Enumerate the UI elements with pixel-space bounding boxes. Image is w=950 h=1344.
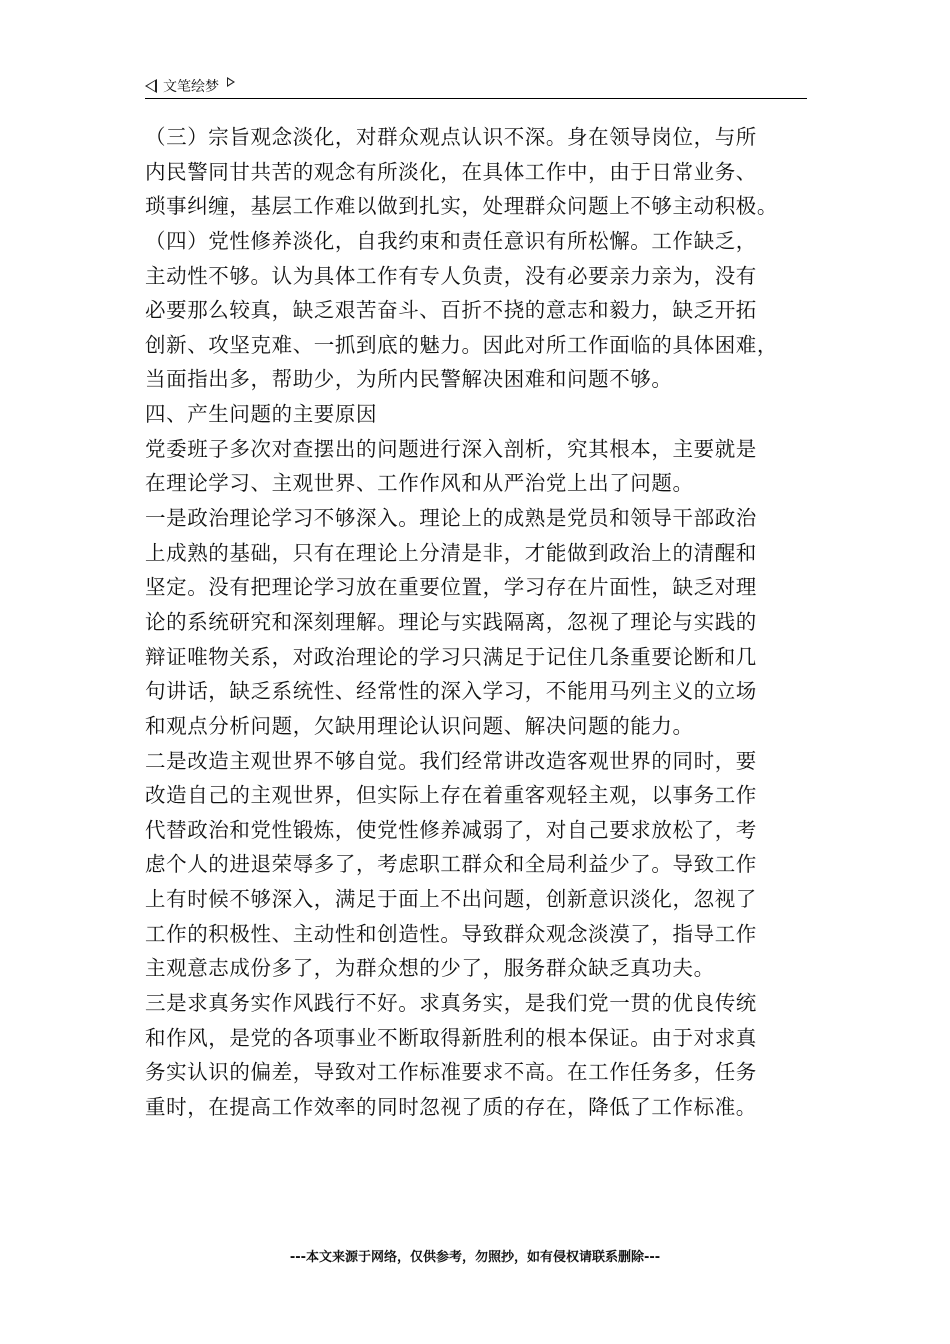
text-line: 三是求真务实作风践行不好。求真务实，是我们党一贯的优良传统	[145, 991, 757, 1016]
text-line: 辩证唯物关系，对政治理论的学习只满足于记住几条重要论断和几	[145, 644, 757, 669]
text-line: （四）党性修养淡化，自我约束和责任意识有所松懈。工作缺乏，	[145, 228, 757, 253]
text-line: 改造自己的主观世界，但实际上存在着重客观轻主观，以事务工作	[145, 783, 757, 808]
text-line: 上成熟的基础，只有在理论上分清是非，才能做到政治上的清醒和	[145, 540, 757, 565]
text-line: 必要那么较真，缺乏艰苦奋斗、百折不挠的意志和毅力，缺乏开拓	[145, 298, 757, 323]
text-line: 二是改造主观世界不够自觉。我们经常讲改造客观世界的同时，要	[145, 748, 757, 773]
document-body	[145, 120, 805, 1125]
triangle-left-icon	[145, 79, 157, 93]
text-line: 和观点分析问题，欠缺用理论认识问题、解决问题的能力。	[145, 713, 694, 738]
triangle-right-icon	[227, 77, 235, 87]
page-footer-disclaimer: ---本文来源于网络，仅供参考，勿照抄，如有侵权请联系删除---	[289, 1250, 661, 1265]
text-line: 当面指出多，帮助少，为所内民警解决困难和问题不够。	[145, 367, 673, 392]
text-line: 重时，在提高工作效率的同时忽视了质的存在，降低了工作标准。	[145, 1094, 757, 1119]
section-heading: 四、产生问题的主要原因	[145, 402, 378, 427]
text-line: 主观意志成份多了，为群众想的少了，服务群众缺乏真功夫。	[145, 956, 715, 981]
text-line: 上有时候不够深入，满足于面上不出问题，创新意识淡化，忽视了	[145, 887, 757, 912]
text-line: 虑个人的进退荣辱多了，考虑职工群众和全局利益少了。导致工作	[145, 852, 757, 877]
text-line: 一是政治理论学习不够深入。理论上的成熟是党员和领导干部政治	[145, 506, 757, 531]
text-line: 内民警同甘共苦的观念有所淡化，在具体工作中，由于日常业务、	[145, 159, 757, 184]
text-line: 主动性不够。认为具体工作有专人负责，没有必要亲力亲为，没有	[145, 263, 757, 288]
text-line: 党委班子多次对查摆出的问题进行深入剖析，究其根本，主要就是	[145, 436, 757, 461]
text-line: 句讲话，缺乏系统性、经常性的深入学习，不能用马列主义的立场	[145, 679, 757, 704]
text-line: 在理论学习、主观世界、工作作风和从严治党上出了问题。	[145, 471, 694, 496]
text-line: 务实认识的偏差，导致对工作标准要求不高。在工作任务多，任务	[145, 1060, 757, 1085]
text-line: 创新、攻坚克难、一抓到底的魅力。因此对所工作面临的具体困难，	[145, 332, 778, 357]
text-line: 和作风，是党的各项事业不断取得新胜利的根本保证。由于对求真	[145, 1025, 757, 1050]
text-line: 坚定。没有把理论学习放在重要位置，学习存在片面性，缺乏对理	[145, 575, 757, 600]
text-line: （三）宗旨观念淡化，对群众观点认识不深。身在领导岗位，与所	[145, 125, 757, 149]
page-header	[145, 74, 807, 99]
text-line: 工作的积极性、主动性和创造性。导致群众观念淡漠了，指导工作	[145, 921, 757, 946]
text-line: 代替政治和党性锻炼，使党性修养减弱了，对自己要求放松了，考	[145, 817, 757, 842]
header-title: 文笔绘梦	[163, 79, 219, 95]
text-line: 琐事纠缠，基层工作难以做到扎实，处理群众问题上不够主动积极。	[145, 194, 778, 219]
text-line: 论的系统研究和深刻理解。理论与实践隔离，忽视了理论与实践的	[145, 609, 757, 634]
